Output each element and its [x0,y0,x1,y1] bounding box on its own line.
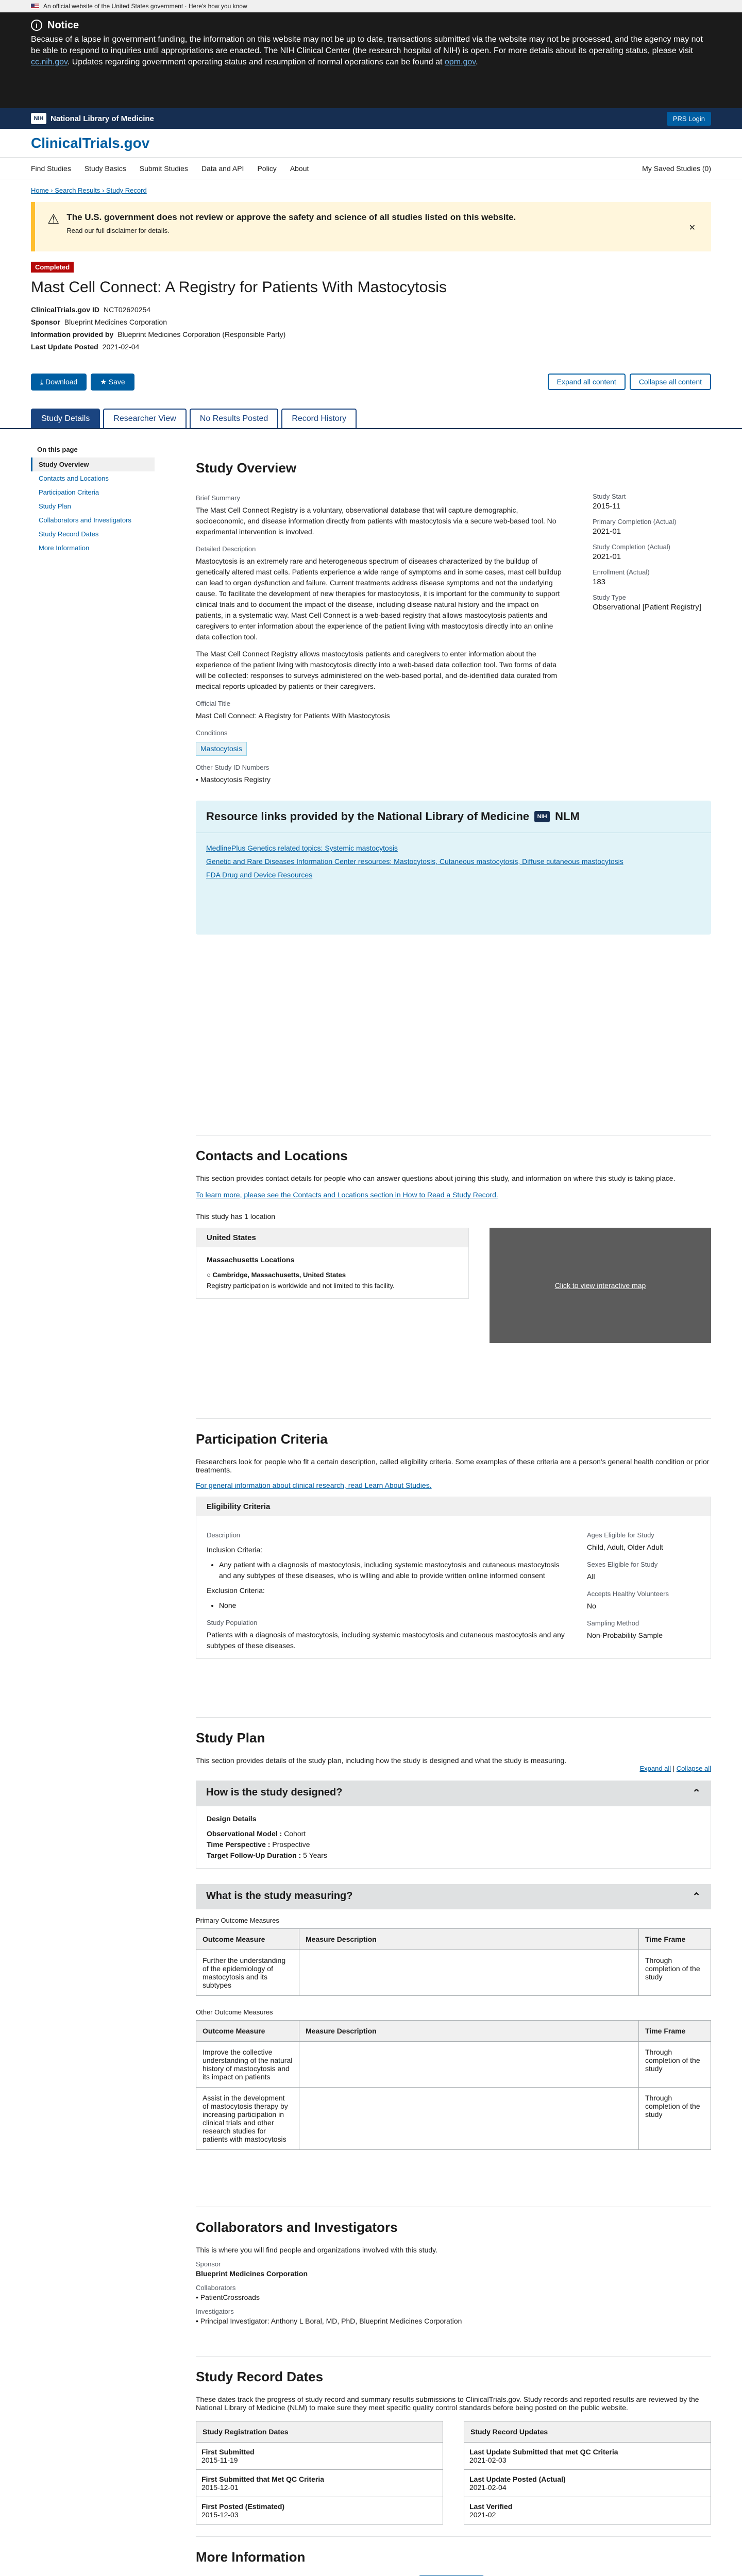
page-layout [0,429,742,2576]
hv-value: No [587,1602,596,1610]
side-nav-dates[interactable]: Study Record Dates [39,530,99,538]
col-timeframe: Time Frame [639,2021,711,2042]
contacts-title: Contacts and Locations [196,1148,348,1163]
tab-no-results[interactable]: No Results Posted [190,409,279,428]
enrollment-value: 183 [593,578,606,586]
desc-label: Description [207,1531,241,1539]
other-id-item: • Mastocytosis Registry [196,775,271,784]
study-title: Mast Cell Connect: A Registry for Patients With Mastocytosis [31,279,447,296]
inclusion-item: • Any patient with a diagnosis of mastocytosis, including systemic mastocytosis and cutaneous mastocytosis and any subtypes of these diseases, who is willing and able to provide written online informed consent [219,1560,566,1581]
detailed-description-2: The Mast Cell Connect Registry allows mastocytosis patients and caregivers to enter information about the experience of the patient living with mastocytosis directly into a web-based data collection tool. Two forms of data will be collected: responses to surveys administered on the web-based portal, and de-identified data curated from medical reports uploaded by patients or their caregivers. [196,650,558,690]
nlm-icon: NIH [534,811,550,822]
exclusion-label: Exclusion Criteria: [207,1586,265,1595]
location-note: Registry participation is worldwide and not limited to this facility. [207,1282,395,1290]
meta-update-label: Last Update Posted [31,343,98,351]
gov-banner-text: An official website of the United States government · Here's how you know [43,3,247,10]
sex-value: All [587,1572,595,1581]
expand-all-button[interactable]: Expand all content [548,374,626,390]
info-icon: i [31,20,42,31]
meta-update [31,343,711,351]
design-body [196,1806,711,1868]
date-label: Last Update Submitted that met QC Criteria [469,2448,618,2456]
action-left [31,374,139,397]
notice-link-cc[interactable]: cc.nih.gov [31,58,68,66]
exclusion-item: • None [219,1600,566,1611]
table-row [196,2042,711,2088]
meta-sponsor-label: Sponsor [31,318,60,326]
date-value: 2021-02 [469,2511,496,2519]
location-body: Massachusetts Locations ○ Cambridge, Massachusetts, United States Registry participation is worldwide and not limited to this facility. [196,1247,468,1298]
outcome-measure: Assist in the development of mastocytosis therapy by increasing participation in clinical trials and other research studies for patients with mastocytosis [196,2088,299,2150]
main-content [155,429,711,2576]
eligibility-body [196,1516,711,1658]
plan-title: Study Plan [196,1730,265,1745]
nav-submit-studies[interactable]: Submit Studies [139,164,188,173]
other-outcomes-table [196,2020,711,2150]
tp-value: Prospective [272,1840,310,1849]
investigator-value: Principal Investigator: Anthony L Boral, MD, PhD, Blueprint Medicines Corporation [200,2317,462,2325]
date-label: Last Update Posted (Actual) [469,2475,566,2483]
collab-intro: This is where you will find people and organizations involved with this study. [196,2246,437,2254]
date-label: First Submitted that Met QC Criteria [201,2475,325,2483]
site-header [0,129,742,158]
collab-sponsor-label: Sponsor [196,2260,221,2268]
eligibility-card [196,1497,711,1659]
update-head: Study Record Updates [464,2421,711,2443]
sampling-label: Sampling Method [587,1619,639,1627]
more-title: More Information [196,2549,306,2565]
condition-tag[interactable]: Mastocytosis [196,742,247,756]
official-label: Official Title [196,700,230,707]
dates-section [196,2356,711,2536]
resource-link-fda[interactable]: FDA Drug and Device Resources [206,871,313,879]
table-row [464,2470,711,2497]
criteria-intro: Researchers look for people who fit a certain description, called eligibility criteria. Some examples of these criteria are a person's general health condition or prior treatments. [196,1458,710,1474]
table-header-row [196,1929,711,1950]
chevron-up-icon: ⌃ [692,1788,701,1799]
outcome-timeframe: Through completion of the study [639,2042,711,2088]
eligibility-main [207,1523,566,1651]
status-badge: Completed [31,262,74,273]
model-label: Observational Model : [207,1829,282,1838]
save-label: Save [108,378,125,386]
dates-tables [196,2421,711,2524]
collapse-all-button[interactable]: Collapse all content [630,374,711,390]
side-nav-overview[interactable]: Study Overview [31,457,155,471]
save-button[interactable]: ★ Save [91,374,134,391]
plan-expand-controls: Expand all | Collapse all [639,1765,711,1772]
meta-info-value: Blueprint Medicines Corporation (Responsible Party) [117,330,286,338]
table-row [196,1950,711,1996]
outcome-measure: Improve the collective understanding of the natural history of mastocytosis and its impact on patients [196,2042,299,2088]
table-row [464,2497,711,2524]
resource-link-gard[interactable]: Genetic and Rare Diseases Information Center resources: Mastocytosis, Cutaneous mastocytosis, Diffuse cutaneous mastocytosis [206,857,623,866]
enrollment-label: Enrollment (Actual) [593,568,650,576]
map-placeholder[interactable] [490,1228,711,1343]
primary-completion-value: 2021-01 [593,527,621,536]
model-value: Cohort [284,1829,306,1838]
tab-researcher-view[interactable]: Researcher View [103,409,187,428]
other-id-value: Mastocytosis Registry [200,775,271,784]
resource-title [196,801,711,833]
nlm-bar [0,108,742,129]
detail-label: Detailed Description [196,545,256,553]
table-row [196,2443,443,2470]
sampling-value: Non-Probability Sample [587,1631,663,1639]
study-type-value: Observational [Patient Registry] [593,603,701,612]
outcome-description [299,2088,639,2150]
criteria-section [196,1418,711,1717]
main-nav [0,158,742,179]
measure-question: What is the study measuring? [206,1890,353,1902]
side-nav-criteria[interactable]: Participation Criteria [39,488,99,496]
location-state: Massachusetts Locations [207,1256,295,1264]
location-card [196,1228,469,1299]
criteria-title: Participation Criteria [196,1431,328,1447]
download-button[interactable]: ⤓ Download [31,374,87,391]
download-label: Download [45,378,78,386]
outcome-description [299,1950,639,1996]
nav-policy[interactable]: Policy [257,164,277,173]
dates-intro: These dates track the progress of study record and summary results submissions to ClinicalTrials.gov. Study records and reported results are reviewed by the National Library of Medicine (NLM) to make sure they meet specific quality control standards before being posted on the public website. [196,2395,699,2412]
outcome-timeframe: Through completion of the study [639,1950,711,1996]
table-row [196,2088,711,2150]
location-split [196,1228,711,1343]
study-type-label: Study Type [593,594,626,601]
collaborator-value: PatientCrossroads [200,2293,260,2301]
official-title: Mast Cell Connect: A Registry for Patients With Mastocytosis [196,711,390,720]
site-title[interactable]: ClinicalTrials.gov [31,134,150,151]
meta-sponsor-value: Blueprint Medicines Corporation [64,318,167,326]
design-card [196,1806,711,1869]
plan-intro: This section provides details of the study plan, including how the study is designed and what the study is measuring. [196,1756,567,1765]
primary-label: Primary Outcome Measures [196,1917,279,1924]
resource-links-box [196,801,711,935]
table-row [196,2470,443,2497]
overview-title: Study Overview [196,460,297,476]
eligibility-side [587,1523,700,1651]
plan-expand-link[interactable]: Expand all [639,1765,671,1772]
notice-text: Because of a lapse in government funding, the information on this website may not be up to date, transactions submitted via the website may not be processed, and the agency may not be able to respond to inquiries until appropriations are enacted. The NIH Clinical Center (the research hospital of NIH) is open. For more details about its operating status, please visit cc.nih.gov. Updates regarding government operating status and resumption of normal operations can be found at opm.gov. [31,35,703,66]
brief-label: Brief Summary [196,494,240,502]
close-icon[interactable]: ✕ [688,224,696,232]
notice-mid: . Updates regarding government operating status and resumption of normal operations can be found at [67,58,443,66]
notice-link-opm[interactable]: opm.gov [444,58,476,66]
nav-study-basics[interactable]: Study Basics [84,164,126,173]
contacts-more-link[interactable]: To learn more, please see the Contacts and Locations section in How to Read a Study Record. [196,1191,498,1199]
warning-icon: ⚠ [47,211,60,227]
action-right [544,374,711,397]
meta-id-value: NCT02620254 [104,306,151,314]
meta-id-label: ClinicalTrials.gov ID [31,306,100,314]
side-nav-contacts[interactable]: Contacts and Locations [39,474,109,482]
other-label: Other Outcome Measures [196,2008,273,2016]
nav-find-studies[interactable]: Find Studies [31,164,71,173]
side-nav [31,429,155,2576]
nav-about[interactable]: About [290,164,309,173]
resource-nlm: NLM [555,810,580,823]
col-measure: Outcome Measure [196,2021,299,2042]
side-nav-plan[interactable]: Study Plan [39,502,71,510]
resource-title-text: Resource links provided by the National Library of Medicine [206,810,530,823]
nlm-logo[interactable] [31,113,154,124]
side-nav-more[interactable]: More Information [39,544,90,552]
tp-label: Time Perspective : [207,1840,271,1849]
table-row [196,2497,443,2524]
meta-sponsor [31,318,711,326]
study-completion-label: Study Completion (Actual) [593,543,671,551]
meta-update-value: 2021-02-04 [102,343,140,351]
design-accordion[interactable] [196,1781,711,1806]
brief-summary: The Mast Cell Connect Registry is a voluntary, observational database that will capture demographic, socioeconomic, and disease information directly from patients with mastocytosis via a secure web-based tool. No experimental intervention is involved. [196,506,556,536]
primary-outcomes-table [196,1928,711,1996]
contacts-intro: This section provides contact details for people who can answer questions about joining this study, and information on where this study is taking place. [196,1174,676,1182]
side-nav-collab[interactable]: Collaborators and Investigators [39,516,131,524]
sex-label: Sexes Eligible for Study [587,1561,658,1568]
chevron-up-icon: ⌃ [692,1891,701,1903]
date-value: 2015-11-19 [201,2456,238,2464]
gov-banner [0,0,742,12]
fu-label: Target Follow-Up Duration : [207,1851,301,1859]
study-start-value: 2015-11 [593,502,620,511]
disclaimer-text: Read our full disclaimer for details. [66,227,170,234]
outcome-description [299,2042,639,2088]
nav-saved-studies[interactable]: My Saved Studies (0) [642,164,711,173]
investigators-label: Investigators [196,2308,234,2315]
outcome-timeframe: Through completion of the study [639,2088,711,2150]
location-country: United States [196,1228,468,1247]
notice-body: Because of a lapse in government funding, the information on this website may not be up to date, transactions submitted via the website may not be processed, and the agency may not be able to respond to inquiries until appropriations are enacted. The NIH Clinical Center (the research hospital of NIH) is open. For more details about its operating status, please visit [31,35,703,55]
location-count: This study has 1 location [196,1212,276,1221]
ages-value: Child, Adult, Older Adult [587,1543,663,1551]
location-list [196,1228,469,1343]
collaborators-label: Collaborators [196,2284,236,2292]
meta-info-label: Information provided by [31,330,114,338]
overview-sidebar [593,486,711,785]
design-label: Design Details [207,1815,257,1823]
plan-section [196,1717,711,2207]
detailed-description: Mastocytosis is an extremely rare and heterogeneous spectrum of diseases characterized by the buildup of genetically altered mast cells. Patients experience a wide range of symptoms and in some cases, mast cell buildup can lead to organ dysfunction and failure. Current treatments address disease symptoms and not the underlying cause. To facilitate the development of new therapies for mastocytosis, it is important for the community to support clinical trials and to document the impact of the disease, including disease natural history and the impact on patients, in a systematic way. Mast Cell Connect is a web-based registry that allows mastocytosis patients and caregivers to enter information about the experience of the patient living with mastocytosis directly into an online data collection tool. [196,557,562,641]
disclaimer-body [66,212,516,241]
fu-value: 5 Years [303,1851,327,1859]
map-link[interactable]: Click to view interactive map [554,1281,646,1290]
col-measure: Outcome Measure [196,1929,299,1950]
date-label: First Submitted [201,2448,255,2456]
notice-title-text: Notice [47,20,79,31]
overview-section [196,429,711,1135]
date-value: 2021-02-03 [469,2456,507,2464]
prs-login-button[interactable]: PRS Login [667,112,711,126]
plan-collapse-link[interactable]: Collapse all [676,1765,711,1772]
update-dates-table [464,2421,711,2524]
overview-main [196,486,562,785]
primary-completion-label: Primary Completion (Actual) [593,518,677,526]
tab-bar [0,397,742,429]
dates-title: Study Record Dates [196,2369,324,2384]
measure-accordion[interactable] [196,1884,711,1909]
notice-banner [0,12,742,108]
disclaimer-title: The U.S. government does not review or approve the safety and science of all studies listed on this website. [66,212,516,222]
date-value: 2015-12-03 [201,2511,239,2519]
registration-head: Study Registration Dates [196,2421,443,2443]
tab-study-details[interactable]: Study Details [31,409,100,428]
outcome-measure: Further the understanding of the epidemiology of mastocytosis and its subtypes [196,1950,299,1996]
col-description: Measure Description [299,1929,639,1950]
inclusion-label: Inclusion Criteria: [207,1546,263,1554]
population-label: Study Population [207,1619,258,1626]
resource-body [196,833,711,890]
other-id-label: Other Study ID Numbers [196,764,269,771]
nav-data-api[interactable]: Data and API [201,164,244,173]
study-header [0,251,742,351]
date-label: Last Verified [469,2502,513,2511]
registration-dates-table [196,2421,443,2524]
date-value: 2021-02-04 [469,2483,507,2492]
population-text: Patients with a diagnosis of mastocytosis, including systemic mastocytosis and cutaneous mastocytosis and any subtypes of these diseases. [207,1631,565,1650]
notice-title [31,20,711,31]
breadcrumb-links[interactable]: Home › Search Results › Study Record [31,187,147,194]
collab-title: Collaborators and Investigators [196,2219,398,2235]
col-description: Measure Description [299,2021,639,2042]
study-start-label: Study Start [593,493,626,500]
hv-label: Accepts Healthy Volunteers [587,1590,669,1598]
nlm-logo-icon: NIH [31,113,46,124]
table-row [464,2443,711,2470]
date-value: 2015-12-01 [201,2483,239,2492]
design-question: How is the study designed? [206,1787,343,1798]
collab-section: Collaborators and Investigators This is where you will find people and organizations involved with this study. Sponsor Blueprint Medicines Corporation Collaborators • PatientCrossroads Investigators • Principal Investigator: Anthony L Boral, MD, PhD, Blueprint Medicines Corporation [196,2207,711,2356]
resource-link-medlineplus[interactable]: MedlinePlus Genetics related topics: Systemic mastocytosis [206,844,398,852]
more-info-section [196,2536,711,2576]
meta-id [31,306,711,314]
table-header-row [196,2021,711,2042]
collab-sponsor-value: Blueprint Medicines Corporation [196,2269,308,2278]
us-flag-icon [31,4,39,9]
side-nav-head: On this page [37,446,78,453]
col-timeframe: Time Frame [639,1929,711,1950]
meta-info [31,330,711,338]
disclaimer-alert [31,202,711,251]
date-label: First Posted (Estimated) [201,2502,285,2511]
overview-body [196,486,711,785]
eligibility-title: Eligibility Criteria [196,1497,711,1516]
conditions-label: Conditions [196,729,228,737]
criteria-more-link[interactable]: For general information about clinical research, read Learn About Studies. [196,1481,432,1489]
nlm-name: National Library of Medicine [50,114,154,123]
tab-record-history[interactable]: Record History [281,409,357,428]
location-city: Cambridge, Massachusetts, United States [212,1271,346,1279]
study-completion-value: 2021-01 [593,552,621,561]
breadcrumb [0,179,742,202]
contacts-section [196,1135,711,1418]
ages-label: Ages Eligible for Study [587,1531,654,1539]
action-bar [0,355,742,397]
